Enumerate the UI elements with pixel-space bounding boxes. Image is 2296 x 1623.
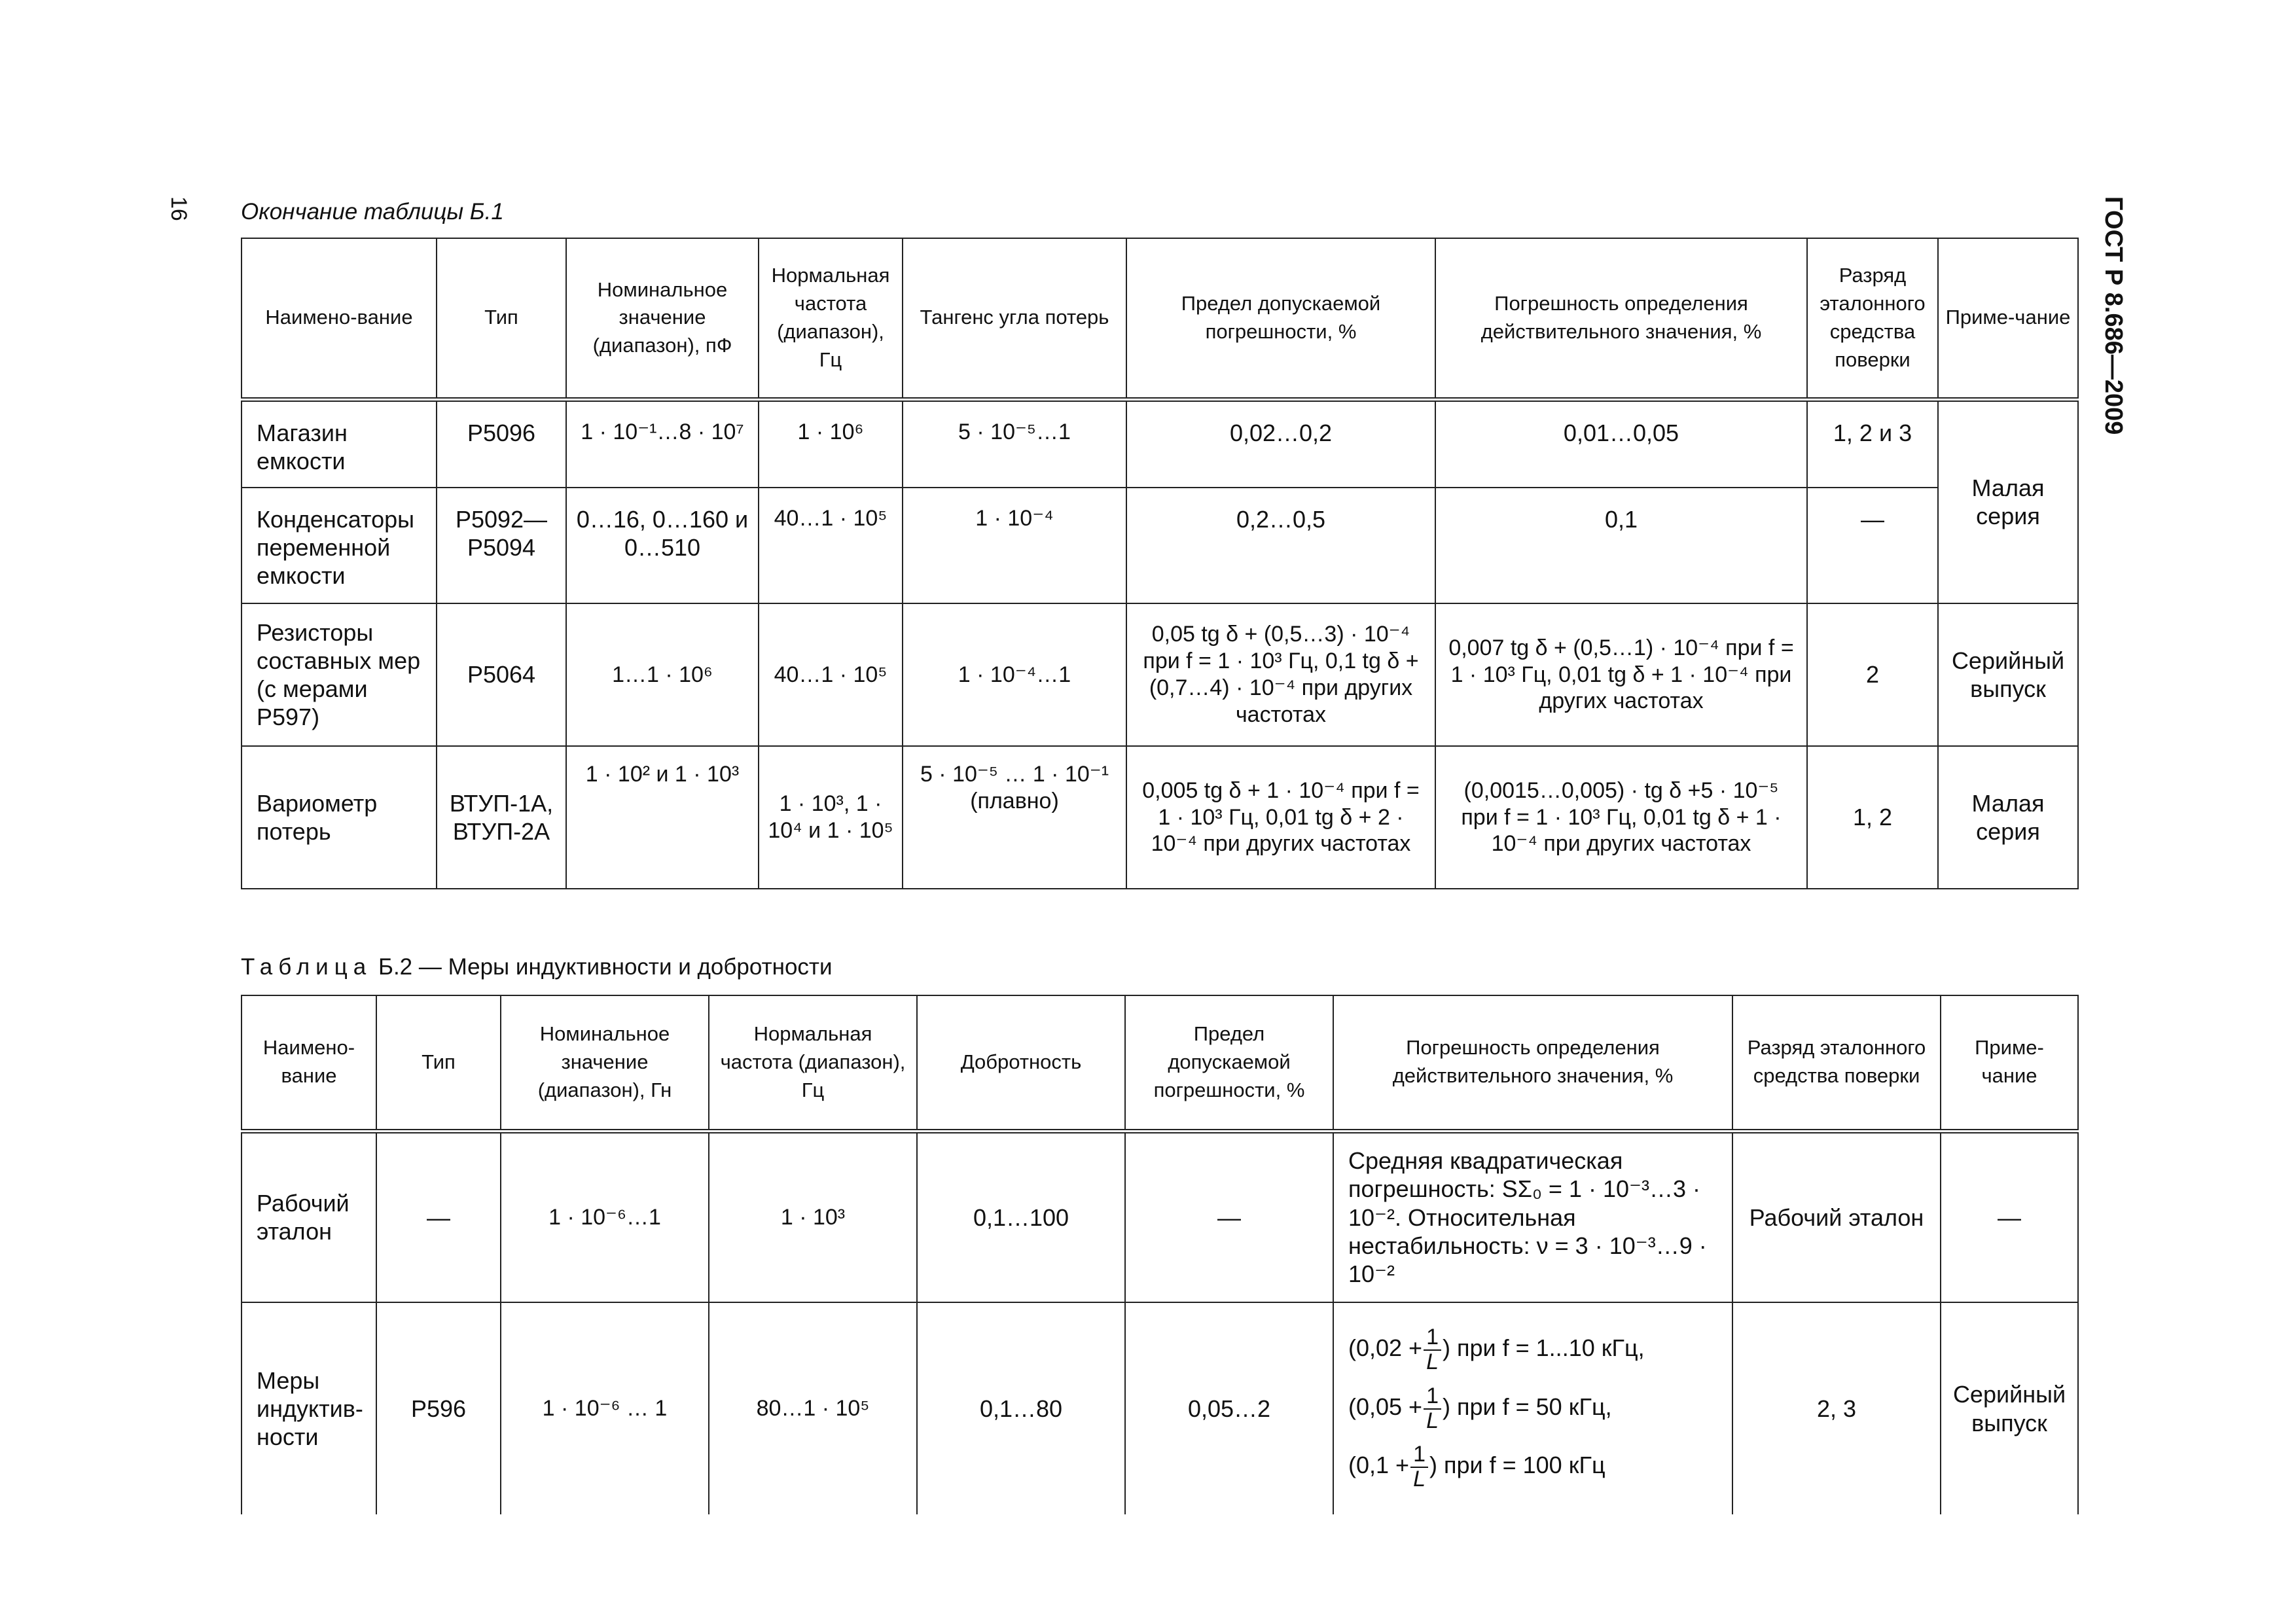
table2-caption bbox=[241, 954, 833, 980]
cell-type: Р5092—Р5094 bbox=[437, 488, 566, 603]
header-cell: Номинальное значение (диапазон), пФ bbox=[566, 238, 759, 399]
cell-name: Меры индуктив-ности bbox=[242, 1302, 376, 1514]
fraction bbox=[1410, 1443, 1428, 1491]
cell-frequency: 40…1 · 10⁵ bbox=[759, 488, 903, 603]
table-row bbox=[242, 746, 2078, 889]
table-row bbox=[242, 399, 2078, 488]
cell-frequency: 80…1 · 10⁵ bbox=[709, 1302, 917, 1514]
header-cell: Нормальная частота (диапазон), Гц bbox=[759, 238, 903, 399]
cell-grade: 2, 3 bbox=[1732, 1302, 1941, 1514]
cell-quality: 0,1…100 bbox=[917, 1131, 1125, 1302]
header-cell: Разряд эталонного средства поверки bbox=[1732, 995, 1941, 1131]
cell-nominal: 0…16, 0…160 и 0…510 bbox=[566, 488, 759, 603]
cell-note: Серийный выпуск bbox=[1938, 603, 2078, 746]
table-b2 bbox=[241, 995, 2079, 1514]
header-cell: Приме-чание bbox=[1941, 995, 2078, 1131]
cell-name: Резисторы составных мер (с мерами Р597) bbox=[242, 603, 437, 746]
cell-error: (0,0015…0,005) · tg δ +5 · 10⁻⁵ при f = 1 · 10³ Гц, 0,01 tg δ + 1 · 10⁻⁴ при других частотах bbox=[1435, 746, 1807, 889]
cell-error: 0,01…0,05 bbox=[1435, 399, 1807, 488]
cell-limit: 0,02…0,2 bbox=[1126, 399, 1435, 488]
cell-type: — bbox=[376, 1131, 501, 1302]
fraction bbox=[1424, 1326, 1441, 1374]
cell-tangent: 5 · 10⁻⁵…1 bbox=[903, 399, 1126, 488]
header-cell: Разряд эталонного средства поверки bbox=[1807, 238, 1938, 399]
cell-grade: — bbox=[1807, 488, 1938, 603]
header-cell: Номинальное значение (диапазон), Гн bbox=[501, 995, 709, 1131]
cell-limit: — bbox=[1125, 1131, 1333, 1302]
cell-note: Серийный выпуск bbox=[1941, 1302, 2078, 1514]
cell-name: Магазин емкости bbox=[242, 399, 437, 488]
cell-type: Р5064 bbox=[437, 603, 566, 746]
fraction-denominator: L bbox=[1413, 1466, 1426, 1491]
cell-tangent: 1 · 10⁻⁴ bbox=[903, 488, 1126, 603]
fraction-denominator: L bbox=[1426, 1408, 1439, 1433]
header-cell: Нормальная частота (диапазон), Гц bbox=[709, 995, 917, 1131]
header-cell: Предел допускаемой погрешности, % bbox=[1125, 995, 1333, 1131]
table-b1 bbox=[241, 238, 2079, 889]
cell-type: Р596 bbox=[376, 1302, 501, 1514]
table-header-row bbox=[242, 238, 2078, 399]
table1-caption: Окончание таблицы Б.1 bbox=[241, 199, 504, 224]
header-cell: Тип bbox=[376, 995, 501, 1131]
cell-limit: 0,005 tg δ + 1 · 10⁻⁴ при f = 1 · 10³ Гц, 0,01 tg δ + 2 · 10⁻⁴ при других частотах bbox=[1126, 746, 1435, 889]
cell-note: Малая серия bbox=[1938, 746, 2078, 889]
formula-suffix: ) при f = 100 кГц bbox=[1429, 1452, 1605, 1479]
cell-name: Конденсаторы переменной емкости bbox=[242, 488, 437, 603]
cell-nominal: 1 · 10² и 1 · 10³ bbox=[566, 746, 759, 889]
cell-name: Рабочий эталон bbox=[242, 1131, 376, 1302]
cell-limit: 0,05 tg δ + (0,5…3) · 10⁻⁴ при f = 1 · 10³ Гц, 0,1 tg δ + (0,7…4) · 10⁻⁴ при других частотах bbox=[1126, 603, 1435, 746]
cell-frequency: 1 · 10³, 1 · 10⁴ и 1 · 10⁵ bbox=[759, 746, 903, 889]
cell-quality: 0,1…80 bbox=[917, 1302, 1125, 1514]
cell-name: Вариометр потерь bbox=[242, 746, 437, 889]
header-cell: Погрешность определения действительного значения, % bbox=[1333, 995, 1732, 1131]
header-cell: Наимено-вание bbox=[242, 995, 376, 1131]
formula-line bbox=[1348, 1326, 1725, 1374]
fraction bbox=[1424, 1385, 1441, 1433]
cell-frequency: 40…1 · 10⁵ bbox=[759, 603, 903, 746]
cell-grade: Рабочий эталон bbox=[1732, 1131, 1941, 1302]
table2-caption-title: Б.2 — Меры индуктивности и добротности bbox=[378, 954, 833, 980]
cell-grade: 1, 2 bbox=[1807, 746, 1938, 889]
fraction-denominator: L bbox=[1426, 1349, 1439, 1375]
cell-nominal: 1…1 · 10⁶ bbox=[566, 603, 759, 746]
cell-grade: 1, 2 и 3 bbox=[1807, 399, 1938, 488]
cell-type: Р5096 bbox=[437, 399, 566, 488]
table-row bbox=[242, 603, 2078, 746]
cell-tangent: 1 · 10⁻⁴…1 bbox=[903, 603, 1126, 746]
fraction-numerator: 1 bbox=[1410, 1443, 1428, 1468]
cell-error: 0,007 tg δ + (0,5…1) · 10⁻⁴ при f = 1 · 10³ Гц, 0,01 tg δ + 1 · 10⁻⁴ при других частотах bbox=[1435, 603, 1807, 746]
cell-grade: 2 bbox=[1807, 603, 1938, 746]
header-cell: Предел допускаемой погрешности, % bbox=[1126, 238, 1435, 399]
formula-prefix: (0,05 + bbox=[1348, 1393, 1423, 1421]
table-row bbox=[242, 488, 2078, 603]
cell-limit: 0,2…0,5 bbox=[1126, 488, 1435, 603]
fraction-numerator: 1 bbox=[1424, 1326, 1441, 1351]
header-cell: Погрешность определения действительного значения, % bbox=[1435, 238, 1807, 399]
cell-nominal: 1 · 10⁻¹…8 · 10⁷ bbox=[566, 399, 759, 488]
cell-frequency: 1 · 10³ bbox=[709, 1131, 917, 1302]
formula-suffix: ) при f = 50 кГц, bbox=[1443, 1393, 1612, 1421]
formula-line bbox=[1348, 1385, 1725, 1433]
cell-tangent: 5 · 10⁻⁵ … 1 · 10⁻¹ (плавно) bbox=[903, 746, 1126, 889]
header-cell: Приме-чание bbox=[1938, 238, 2078, 399]
page-number: 16 bbox=[166, 196, 191, 221]
cell-note: — bbox=[1941, 1131, 2078, 1302]
header-cell: Добротность bbox=[917, 995, 1125, 1131]
table2-caption-word: Таблица bbox=[241, 954, 372, 980]
cell-nominal: 1 · 10⁻⁶…1 bbox=[501, 1131, 709, 1302]
table-row bbox=[242, 1302, 2078, 1514]
table-row bbox=[242, 1131, 2078, 1302]
header-cell: Тангенс угла потерь bbox=[903, 238, 1126, 399]
formula-line bbox=[1348, 1443, 1725, 1491]
fraction-numerator: 1 bbox=[1424, 1385, 1441, 1410]
standard-code: ГОСТ Р 8.686—2009 bbox=[2100, 196, 2127, 435]
cell-error: 0,1 bbox=[1435, 488, 1807, 603]
cell-nominal: 1 · 10⁻⁶ … 1 bbox=[501, 1302, 709, 1514]
cell-frequency: 1 · 10⁶ bbox=[759, 399, 903, 488]
cell-limit: 0,05…2 bbox=[1125, 1302, 1333, 1514]
cell-note: Малая серия bbox=[1938, 399, 2078, 603]
cell-error: Средняя квадратическая погрешность: SΣ₀ = 1 · 10⁻³…3 · 10⁻². Относительная нестабильность: ν = 3 · 10⁻³…9 · 10⁻² bbox=[1333, 1131, 1732, 1302]
formula-prefix: (0,02 + bbox=[1348, 1334, 1423, 1362]
table-header-row bbox=[242, 995, 2078, 1131]
header-cell: Наимено-вание bbox=[242, 238, 437, 399]
header-cell: Тип bbox=[437, 238, 566, 399]
formula-suffix: ) при f = 1...10 кГц, bbox=[1443, 1334, 1645, 1362]
cell-error-formula bbox=[1333, 1302, 1732, 1514]
formula-prefix: (0,1 + bbox=[1348, 1452, 1410, 1479]
cell-type: ВТУП-1А, ВТУП-2А bbox=[437, 746, 566, 889]
